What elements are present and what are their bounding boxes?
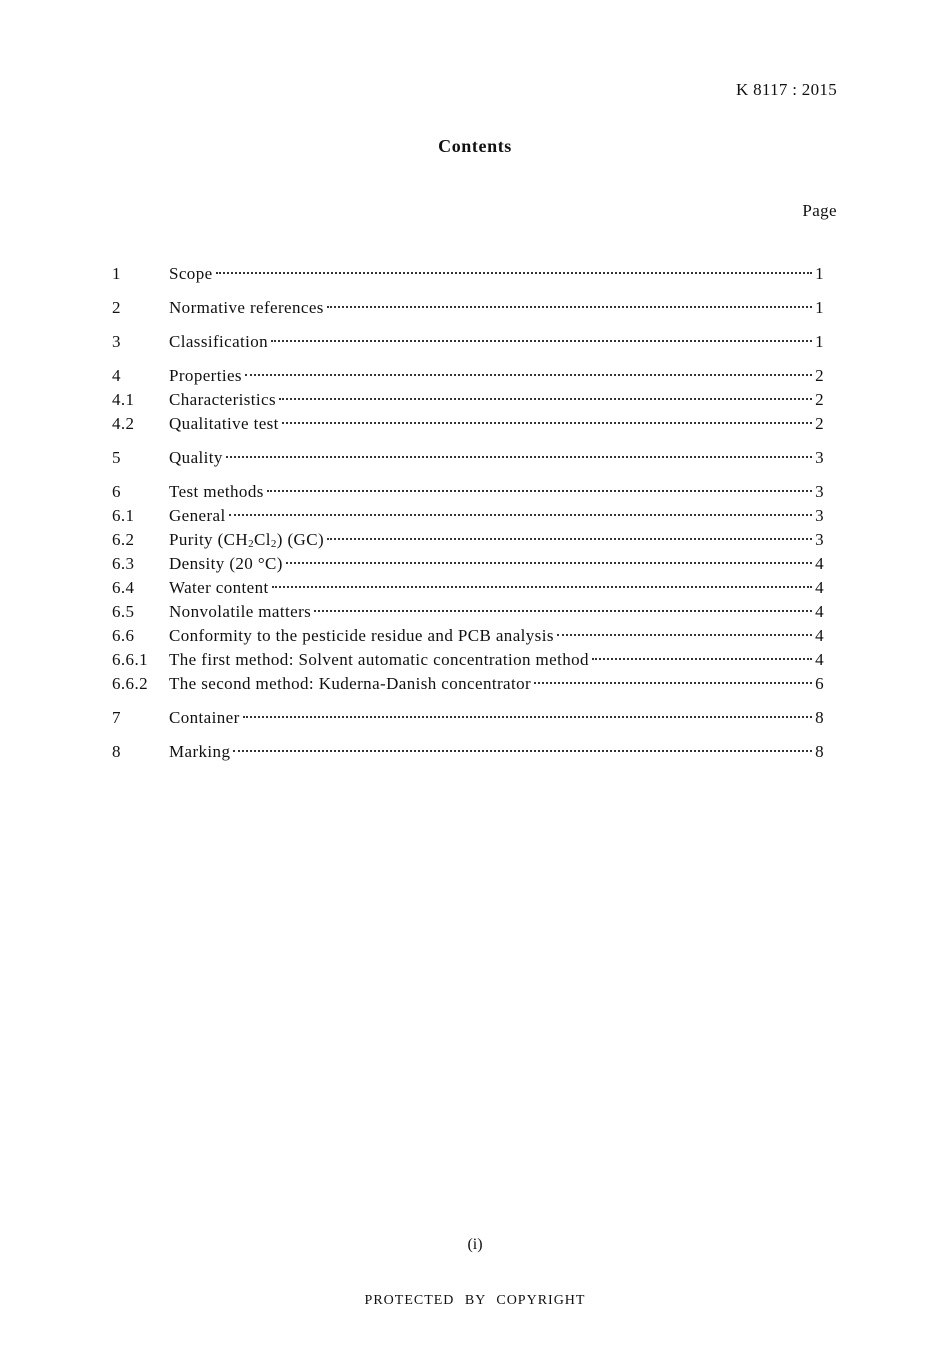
leader-dots — [557, 634, 812, 636]
leader-dots — [267, 490, 812, 492]
toc-entry-6-5[interactable] — [112, 600, 824, 624]
toc-number: 6.5 — [112, 602, 135, 621]
toc-number: 4 — [112, 366, 121, 385]
toc-number: 4.1 — [112, 390, 135, 409]
toc-page: 1 — [815, 332, 824, 351]
toc-title: Water content — [169, 578, 269, 597]
toc-entry-6-2[interactable] — [112, 528, 824, 552]
leader-dots — [286, 562, 812, 564]
toc-title: Conformity to the pesticide residue and PCB analysis — [169, 626, 554, 645]
title-part: Purity (CH — [169, 530, 249, 549]
toc-entry-8[interactable] — [112, 740, 824, 764]
leader-dots — [279, 398, 812, 400]
toc-page: 4 — [815, 650, 824, 669]
toc-number: 3 — [112, 332, 121, 351]
toc-page: 4 — [815, 554, 824, 573]
toc-entry-4-1[interactable] — [112, 388, 824, 412]
leader-dots — [327, 538, 812, 540]
toc-number: 6 — [112, 482, 121, 501]
leader-dots — [245, 374, 812, 376]
toc-page: 4 — [815, 578, 824, 597]
toc-title: Properties — [169, 366, 242, 385]
toc-entry-2[interactable] — [112, 296, 824, 320]
toc-number: 6.6.2 — [112, 674, 148, 693]
toc-title: Density (20 °C) — [169, 554, 283, 573]
toc-page: 2 — [815, 390, 824, 409]
footer-page-number: (i) — [467, 1236, 483, 1253]
toc-number: 6.1 — [112, 506, 135, 525]
toc-entry-1[interactable] — [112, 262, 824, 286]
toc-entry-6-6-1[interactable] — [112, 648, 824, 672]
toc-entry-7[interactable] — [112, 706, 824, 730]
toc-entry-6-4[interactable] — [112, 576, 824, 600]
toc-title: Classification — [169, 332, 269, 351]
copyright-notice: PROTECTED BY COPYRIGHT — [364, 1293, 586, 1308]
toc-number: 6.3 — [112, 554, 135, 573]
toc-entry-4[interactable] — [112, 364, 824, 388]
toc-title: Characteristics — [169, 390, 277, 409]
toc-page: 4 — [815, 626, 824, 645]
toc-title: Normative references — [169, 298, 324, 317]
toc-title: Nonvolatile matters — [169, 602, 312, 621]
toc-number: 5 — [112, 448, 121, 467]
leader-dots — [282, 422, 812, 424]
toc-entry-5[interactable] — [112, 446, 824, 470]
toc-page: 3 — [815, 482, 824, 501]
toc-page: 3 — [815, 448, 824, 467]
leader-dots — [327, 306, 812, 308]
toc-entry-4-2[interactable] — [112, 412, 824, 436]
toc-title: Qualitative test — [169, 414, 279, 433]
leader-dots — [271, 340, 812, 342]
toc-page: 8 — [815, 742, 824, 761]
toc-entry-6-1[interactable] — [112, 504, 824, 528]
toc-page: 6 — [815, 674, 824, 693]
leader-dots — [534, 682, 812, 684]
toc-page: 3 — [815, 506, 824, 525]
leader-dots — [216, 272, 813, 274]
title-part: Cl — [254, 530, 271, 549]
leader-dots — [592, 658, 812, 660]
toc-page: 1 — [815, 264, 824, 283]
subscript: 2 — [248, 538, 254, 550]
toc-title: Scope — [169, 264, 213, 283]
toc-page: 1 — [815, 298, 824, 317]
title-part: ) (GC) — [276, 530, 325, 549]
document-code: K 8117 : 2015 — [735, 80, 837, 99]
page-column-label: Page — [802, 201, 837, 220]
leader-dots — [233, 750, 812, 752]
toc-entry-6-6-2[interactable] — [112, 672, 824, 696]
page-title: Contents — [438, 136, 512, 156]
toc-title: Marking — [169, 742, 231, 761]
leader-dots — [226, 456, 812, 458]
toc-number: 6.4 — [112, 578, 135, 597]
toc-title: The first method: Solvent automatic concentration method — [169, 650, 589, 669]
toc-number: 2 — [112, 298, 121, 317]
toc-entry-3[interactable] — [112, 330, 824, 354]
toc-title: General — [169, 506, 226, 525]
toc-number: 6.6 — [112, 626, 135, 645]
toc-page: 2 — [815, 414, 824, 433]
leader-dots — [272, 586, 812, 588]
toc-number: 6.6.1 — [112, 650, 148, 669]
toc-title: Quality — [169, 448, 223, 467]
leader-dots — [243, 716, 812, 718]
toc-number: 6.2 — [112, 530, 135, 549]
toc-title: Container — [169, 708, 240, 727]
toc-entry-6-6[interactable] — [112, 624, 824, 648]
toc-page: 2 — [815, 366, 824, 385]
toc-number: 1 — [112, 264, 121, 283]
leader-dots — [229, 514, 812, 516]
toc-title: The second method: Kuderna-Danish concentrator — [169, 674, 532, 693]
toc-page: 8 — [815, 708, 824, 727]
toc-page: 3 — [815, 530, 824, 549]
toc-number: 7 — [112, 708, 121, 727]
toc-entry-6-3[interactable] — [112, 552, 824, 576]
toc-entry-6[interactable] — [112, 480, 824, 504]
subscript: 2 — [270, 538, 277, 550]
toc-number: 4.2 — [112, 414, 135, 433]
leader-dots — [314, 610, 812, 612]
toc-number: 8 — [112, 742, 121, 761]
toc-title: Test methods — [169, 482, 264, 501]
table-of-contents — [112, 262, 824, 764]
toc-page: 4 — [815, 602, 824, 621]
